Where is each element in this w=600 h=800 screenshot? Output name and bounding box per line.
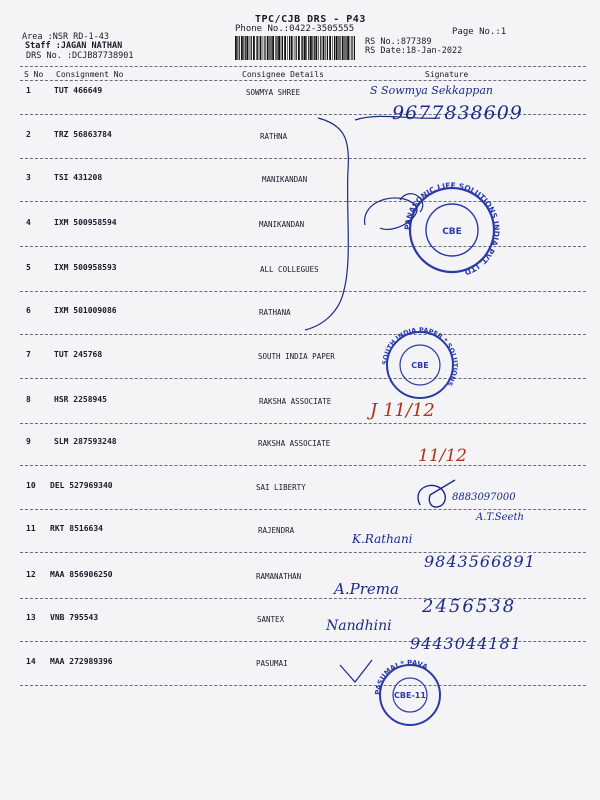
row-consignment-no: MAA 856906250 xyxy=(50,570,113,579)
row-sno: 8 xyxy=(26,395,31,404)
row-consignee: SANTEX xyxy=(257,615,285,624)
handwritten-name-1: S Sowmya Sekkappan xyxy=(370,84,493,97)
bracket-mark xyxy=(305,118,348,330)
row-sno: 4 xyxy=(26,218,31,227)
signature-stroke-10 xyxy=(418,480,455,507)
handwritten-date-8: J 11/12 xyxy=(370,400,435,421)
svg-text:SOUTH INDIA PAPER * SOLUTION xyxy=(381,326,459,388)
row-consignment-no: SLM 287593248 xyxy=(54,437,117,446)
handwritten-phone-1: 9677838609 xyxy=(392,102,523,124)
handwritten-phone-11: 9843566891 xyxy=(424,552,536,571)
row-consignee: PASUMAI xyxy=(256,659,288,668)
row-consignment-no: TUT 466649 xyxy=(54,86,103,95)
staff-field: Staff :JAGAN NATHAN xyxy=(25,41,123,51)
row-consignee: SOWMYA SHREE xyxy=(246,88,301,97)
row-sno: 1 xyxy=(26,86,31,95)
row-consignee: RAMANATHAN xyxy=(256,572,302,581)
south-india-stamp-center: CBE xyxy=(411,361,429,370)
row-consignment-no: MAA 272989396 xyxy=(50,657,113,666)
row-consignment-no: HSR 2258945 xyxy=(54,395,107,404)
row-consignee: MANIKANDAN xyxy=(262,175,308,184)
row-consignee: RAJENDRA xyxy=(258,526,295,535)
signature-stroke-14 xyxy=(340,660,372,682)
row-consignment-no: VNB 795543 xyxy=(50,613,99,622)
row-consignment-no: TRZ 56863784 xyxy=(54,130,112,139)
page-number: Page No.:1 xyxy=(452,27,507,37)
row-consignee: RAKSHA ASSOCIATE xyxy=(258,439,331,448)
handwritten-name-13: Nandhini xyxy=(326,618,392,634)
col-header-sno: S No xyxy=(24,70,44,79)
handwritten-name-10: A.T.Seeth xyxy=(476,512,524,523)
row-sno: 2 xyxy=(26,130,31,139)
row-consignee: SOUTH INDIA PAPER xyxy=(258,352,335,361)
col-header-consignee: Consignee Details xyxy=(242,70,324,79)
pasumai-stamp xyxy=(374,659,440,725)
sheet-title: TPC/CJB DRS - P43 xyxy=(255,14,366,25)
row-sno: 14 xyxy=(26,657,36,666)
panasonic-stamp-text: PANASONIC LIFE SOLUTIONS INDIA PVT. LTD xyxy=(402,180,502,277)
row-sno: 12 xyxy=(26,570,36,579)
rs-number: RS No.:877389 xyxy=(365,37,432,47)
row-consignee: RAKSHA ASSOCIATE xyxy=(259,397,332,406)
pasumai-stamp-center: CBE-11 xyxy=(394,691,426,700)
row-sno: 9 xyxy=(26,437,31,446)
row-sno: 10 xyxy=(26,481,36,490)
drs-number: DRS No. :DCJB87738901 xyxy=(26,51,134,61)
handwritten-name-12: A.Prema xyxy=(334,580,399,598)
handwritten-name-11: K.Rathani xyxy=(352,532,413,546)
row-sno: 3 xyxy=(26,173,31,182)
panasonic-stamp-center: CBE xyxy=(442,227,462,237)
svg-text:PASUMAI * PAVA xyxy=(374,659,429,695)
pasumai-stamp-text: PASUMAI * PAVA xyxy=(373,658,429,696)
row-consignment-no: TUT 245768 xyxy=(54,350,103,359)
col-header-consignment: Consignment No xyxy=(56,70,124,79)
row-sno: 13 xyxy=(26,613,36,622)
row-consignee: SAI LIBERTY xyxy=(256,483,306,492)
row-consignment-no: TSI 431208 xyxy=(54,173,103,182)
row-consignment-no: DEL 527969340 xyxy=(50,481,113,490)
row-consignee: RATHANA xyxy=(259,308,291,317)
handwritten-date-9: 11/12 xyxy=(418,446,467,466)
handwritten-number-12: 2456538 xyxy=(422,596,517,617)
row-consignment-no: IXM 500958593 xyxy=(54,263,117,272)
row-consignee: RATHNA xyxy=(260,132,288,141)
col-header-signature: Signature xyxy=(425,70,469,79)
south-india-stamp-text: SOUTH INDIA PAPER * SOLUTIONS xyxy=(380,325,460,388)
row-sno: 7 xyxy=(26,350,31,359)
row-sno: 11 xyxy=(26,524,36,533)
handwritten-phone-10: 8883097000 xyxy=(452,492,516,503)
row-sno: 6 xyxy=(26,306,31,315)
south-india-stamp xyxy=(381,326,459,398)
row-sno: 5 xyxy=(26,263,31,272)
area-field: Area :NSR RD-1-43 xyxy=(22,32,109,42)
phone-number: Phone No.:0422-3505555 xyxy=(235,24,355,34)
row-consignment-no: RKT 8516634 xyxy=(50,524,103,533)
rs-date: RS Date:18-Jan-2022 xyxy=(365,46,463,56)
row-consignee: ALL COLLEGUES xyxy=(260,265,319,274)
row-consignment-no: IXM 500958594 xyxy=(54,218,117,227)
handwritten-phone-13: 9443044181 xyxy=(410,634,522,653)
row-consignee: MANIKANDAN xyxy=(259,220,305,229)
row-consignment-no: IXM 501009086 xyxy=(54,306,117,315)
